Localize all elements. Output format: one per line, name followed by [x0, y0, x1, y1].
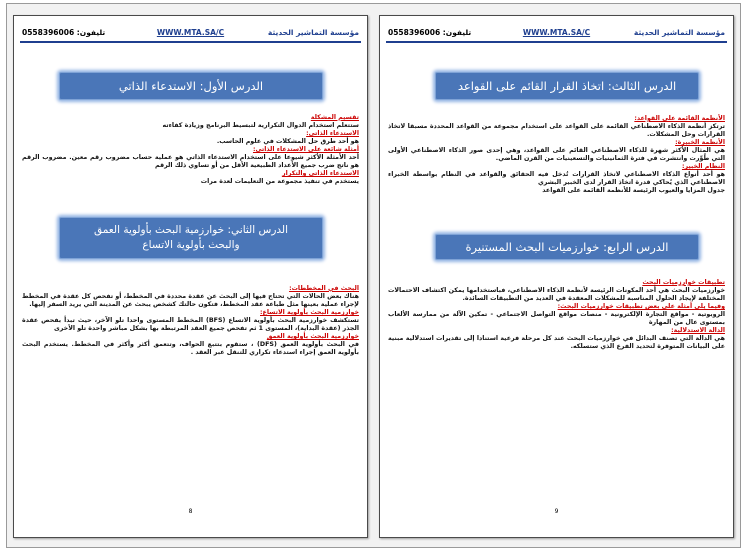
website-link[interactable]: WWW.MTA.SA/C	[522, 28, 591, 37]
lesson1-title-box	[59, 72, 323, 100]
section-text: أحد الأمثلة الأكثر شيوعا على استخدام الاستدعاء الذاتي هو عملية حساب مضروب رقم معين. مضروب الرقم هو ناتج ضرب جميع الأعداد الطبيعية الأقل من أو تساوي ذلك الرقم	[22, 154, 359, 170]
section-heading: وفيما يلي أمثلة على بعض تطبيقات خوارزميات البحث:	[557, 303, 725, 311]
section-text: جدول المزايا والعيوب الرئيسة للأنظمة القائمة على القواعد	[542, 187, 725, 195]
lesson4-title: الدرس الرابع: خوارزميات البحث المستنيرة	[465, 240, 669, 254]
section-heading: الأنظمة الخبيرة:	[675, 139, 725, 147]
section-text: هي الدالة التي تصنف البدائل في خوارزميات البحث عند كل مرحلة فرعية استنادا إلى تقديرات استدلالية مبنية على البيانات المتوفرة لتحديد الفرع الذي ستسلكه.	[388, 335, 725, 351]
lesson2-title-line2: والبحث بأولوية الاتساع	[142, 239, 240, 251]
page-number: 8	[188, 508, 193, 515]
section-text: الروبوتية - مواقع التجارة الإلكترونية - منصات مواقع التواصل الاجتماعي - تمكين الآلة من ممارسة الألعاب بمستوى عال من المهارة	[388, 311, 725, 327]
section-heading: خوارزمية البحث بأولوية العمق	[266, 333, 359, 341]
phone-number: تليفون: 0558396006	[388, 28, 472, 37]
lesson4-content	[388, 279, 725, 351]
section-heading: الأنظمة القائمة على القواعد:	[634, 115, 725, 122]
section-text: ستتعلم استخدام الدوال التكرارية لتبسيط البرنامج وزيادة كفاءته	[162, 122, 359, 130]
section-heading: أمثلة شائعة على الاستدعاء الذاتي:	[252, 146, 359, 154]
section-text: في البحث بأولوية العمق (DFS) ، ستقوم بتتبع الحواف، وتتعمق أكثر وأكثر في المخطط. يستخدم البحث بأولوية العمق إجراء استدعاء تكراري للتنقل عبر العقد .	[22, 341, 359, 357]
lesson1-content	[22, 114, 359, 186]
section-text: تستكشف خوارزمية البحث بأولوية الاتساع (BFS) المخطط المستوى واحدا تلو الآخر، حيث تبدأ بفحص عقدة الجذر (عقدة البداية)، المستوى 1 ثم تفحص جميع العقد المرتبطة بها بشكل مباشر واحدة تلو الأخرى	[22, 317, 359, 333]
lesson2-title-box	[59, 217, 323, 259]
section-text: ترتكز أنظمة الذكاء الاصطناعي القائمة على القواعد على استخدام مجموعة من القواعد المحددة مسبقا لاتخاذ القرارات وحل المشكلات.	[388, 123, 725, 139]
lesson3-title: الدرس الثالث: اتخاذ القرار القائم على القواعد	[457, 79, 677, 93]
page-header	[386, 27, 727, 43]
website-link[interactable]: WWW.MTA.SA/C	[156, 28, 225, 37]
section-heading: خوارزمية البحث بأولوية الاتساع:	[260, 309, 359, 317]
section-text: خوارزميات البحث هي أحد المكونات الرئيسة لأنظمة الذكاء الاصطناعي، فباستخدامها يمكن اكتشاف الاحتمالات المختلفة لإيجاد الحلول المناسبة للمشكلات المعقدة في العديد من التطبيقات السائدة.	[388, 287, 725, 303]
section-text: هي المثال الأكثر شهرة للذكاء الاصطناعي القائم على القواعد، وهي إحدى صور الذكاء الاصطناعي الأولى التي طُوِّرت وانتشرت في فترة الثمانينيات والتسعينيات من القرن الماضي.	[388, 147, 725, 163]
section-heading: الدالة الاستدلالية:	[671, 327, 725, 335]
lesson3-title-box	[435, 72, 699, 100]
page-number: 9	[554, 508, 559, 515]
section-text: هو أحد طرق حل المشكلات في علوم الحاسب.	[216, 138, 359, 146]
company-name: مؤسسة التماشير الحديثة	[267, 28, 359, 37]
company-name: مؤسسة التماشير الحديثة	[633, 28, 725, 37]
lesson2-content	[22, 285, 359, 357]
page-9	[379, 15, 734, 538]
section-heading: الاستدعاء الذاتي:	[306, 130, 359, 138]
lesson2-title-line1: الدرس الثاني: خوارزمية البحث بأولوية العمق	[93, 224, 289, 236]
section-text: هو أحد أنواع الذكاء الاصطناعي لاتخاذ القرارات تُدخل فيه الحقائق والقواعد في النظام بواسطة الخبراء الاصطناعي الذي يُحاكي قدرة اتخاذ القرار لدى الخبير البشري	[388, 171, 725, 187]
section-heading: تقسيم المشكلة	[310, 114, 359, 121]
section-text: هناك بعض الحالات التي تحتاج فيها إلى البحث عن عقدة محددة في المخطط، أو تفحص كل عقدة في المخطط لإجراء عملية بعينها مثل طباعة عقد المخطط، فتكون حالتك كشخص يبحث عن المدينة التي يريد السفر إليها.	[22, 293, 359, 309]
section-text: يستخدم في تنفيذ مجموعة من التعليمات لعدة مرات	[200, 178, 359, 186]
section-heading: تطبيقات خوارزميات البحث	[642, 279, 725, 286]
phone-number: تليفون: 0558396006	[22, 28, 106, 37]
section-heading: الاستدعاء الذاتي والتكرار	[282, 170, 359, 178]
page-8	[13, 15, 368, 538]
lesson3-content	[388, 115, 725, 195]
section-heading: البحث في المخططات:	[289, 285, 359, 292]
lesson4-title-box	[435, 234, 699, 260]
viewer-frame	[6, 3, 741, 548]
page-header	[20, 27, 361, 43]
section-heading: النظام الخبير:	[681, 163, 725, 171]
lesson1-title: الدرس الأول: الاستدعاء الذاتي	[118, 79, 264, 93]
